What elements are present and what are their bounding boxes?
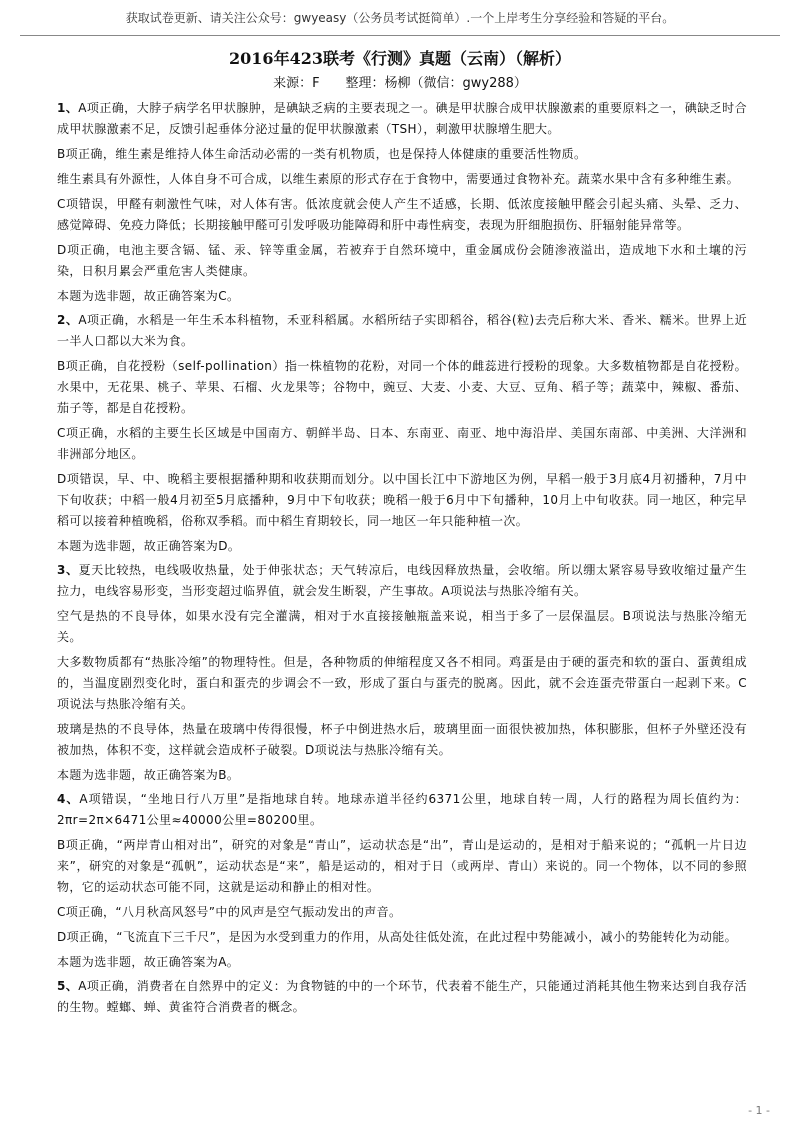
q2-option-a: 2、A项正确，水稻是一年生禾本科植物，禾亚科稻属。水稻所结子实即稻谷，稻谷(粒)去壳后称大米、香米、糯米。世界上近一半人口都以大米为食。 (57, 313, 747, 348)
q1-answer: 本题为选非题，故正确答案为C。 (57, 289, 240, 303)
q4-option-d: D项正确，“飞流直下三千尺”，是因为水受到重力的作用，从高处往低处流，在此过程中势能减小，减小的势能转化为动能。 (57, 930, 738, 944)
header-divider (20, 35, 780, 36)
question-number: 4、 (57, 792, 80, 806)
question-number: 1、 (57, 101, 79, 115)
q5-option-a: 5、A项正确，消费者在自然界中的定义：为食物链的中的一个环节，代表着不能生产，只能通过消耗其他生物来达到自我存活的生物。螳螂、蝉、黄雀符合消费者的概念。 (57, 979, 747, 1014)
q1-option-b: B项正确，维生素是维持人体生命活动必需的一类有机物质，也是保持人体健康的重要活性物质。 (57, 147, 587, 161)
page-number: - 1 - (748, 1104, 770, 1117)
q1-option-d: D项正确，电池主要含镉、锰、汞、锌等重金属，若被弃于自然环境中，重金属成份会随渗液溢出，造成地下水和土壤的污染，日积月累会严重危害人类健康。 (57, 243, 747, 278)
q2-option-c: C项正确，水稻的主要生长区域是中国南方、朝鲜半岛、日本、东南亚、南亚、地中海沿岸、美国东南部、中美洲、大洋洲和非洲部分地区。 (57, 426, 747, 461)
question-number: 3、 (57, 563, 79, 577)
q2-option-b: B项正确，自花授粉（self-pollination）指一株植物的花粉，对同一个体的雌蕊进行授粉的现象。大多数植物都是自花授粉。水果中，无花果、桃子、苹果、石榴、火龙果等；谷物中，豌豆、大麦、小麦、大豆、豆角、稻子等；蔬菜中，辣椒、番茄、茄子等，都是自花授粉。 (57, 359, 747, 415)
q2-option-d: D项错误，早、中、晚稻主要根据播种期和收获期而划分。以中国长江中下游地区为例，早稻一般于3月底4月初播种，7月中下旬收获；中稻一般4月初至5月底播种，9月中下旬收获；晚稻一般于6月中下旬播种，10月上中旬收获。同一地区，种完早稻可以接着种植晚稻，俗称双季稻。而中稻生育期较长，同一地区一年只能种植一次。 (57, 472, 747, 528)
question-number: 5、 (57, 979, 79, 993)
document-body (57, 98, 747, 1022)
header-notice: 获取试卷更新、请关注公众号：gwyeasy（公务员考试挺简单）.一个上岸考生分享经验和答疑的平台。 (125, 11, 675, 25)
q3-option-a: 3、夏天比较热，电线吸收热量，处于伸张状态；天气转凉后，电线因释放热量，会收缩。所以绷太紧容易导致收缩过量产生拉力，电线容易形变，当形变超过临界值，就会发生断裂，产生事故。A项说法与热胀冷缩有关。 (57, 563, 747, 598)
q3-option-b: 空气是热的不良导体，如果水没有完全灌满，相对于水直接接触瓶盖来说，相当于多了一层保温层。B项说法与热胀冷缩无关。 (57, 609, 747, 644)
q3-answer: 本题为选非题，故正确答案为B。 (57, 768, 240, 782)
q1-option-b-continued: 维生素具有外源性，人体自身不可合成，以维生素原的形式存在于食物中，需要通过食物补充。蔬菜水果中含有多种维生素。 (57, 172, 740, 186)
byline: 来源：F 整理：杨柳（微信：gwy288） (273, 76, 527, 91)
q4-answer: 本题为选非题，故正确答案为A。 (57, 955, 240, 969)
question-number: 2、 (57, 313, 79, 327)
q4-option-a: 4、A项错误，“坐地日行八万里”是指地球自转。地球赤道半径约6371公里，地球自转一周，人行的路程为周长值约为：2πr=2π×6471公里≈40000公里=80200里。 (57, 792, 747, 827)
q1-option-a: 1、A项正确，大脖子病学名甲状腺肿，是碘缺乏病的主要表现之一。碘是甲状腺合成甲状腺激素的重要原料之一，碘缺乏时合成甲状腺激素不足，反馈引起垂体分泌过量的促甲状腺激素（TSH），刺激甲状腺增生肥大。 (57, 101, 747, 136)
page-title: 2016年423联考《行测》真题（云南）（解析） (229, 49, 571, 68)
q4-option-b: B项正确，“两岸青山相对出”，研究的对象是“青山”，运动状态是“出”，青山是运动的，是相对于船来说的；“孤帆一片日边来”，研究的对象是“孤帆”，运动状态是“来”，船是运动的，相对于日（或两岸、青山）来说的。同一个物体，以不同的参照物，它的运动状态可能不同，这就是运动和静止的相对性。 (57, 838, 747, 894)
q3-option-d: 玻璃是热的不良导体，热量在玻璃中传得很慢，杯子中倒进热水后，玻璃里面一面很快被加热，体积膨胀，但杯子外壁还没有被加热，体积不变，这样就会造成杯子破裂。D项说法与热胀冷缩有关。 (57, 722, 747, 757)
q1-option-c: C项错误，甲醛有刺激性气味，对人体有害。低浓度就会使人产生不适感，长期、低浓度接触甲醛会引起头痛、头晕、乏力、感觉障碍、免疫力降低；长期接触甲醛可引发呼吸功能障碍和肝中毒性病变，表现为肝细胞损伤、肝辐射能异常等。 (57, 197, 747, 232)
q3-option-c: 大多数物质都有“热胀冷缩”的物理特性。但是，各种物质的伸缩程度又各不相同。鸡蛋是由于硬的蛋壳和软的蛋白、蛋黄组成的，当温度剧烈变化时，蛋白和蛋壳的步调会不一致，形成了蛋白与蛋壳的脱离。因此，就不会连蛋壳带蛋白一起剥下来。C项说法与热胀冷缩有关。 (57, 655, 747, 711)
q4-option-c: C项正确，“八月秋高风怒号”中的风声是空气振动发出的声音。 (57, 905, 402, 919)
q2-answer: 本题为选非题，故正确答案为D。 (57, 539, 241, 553)
